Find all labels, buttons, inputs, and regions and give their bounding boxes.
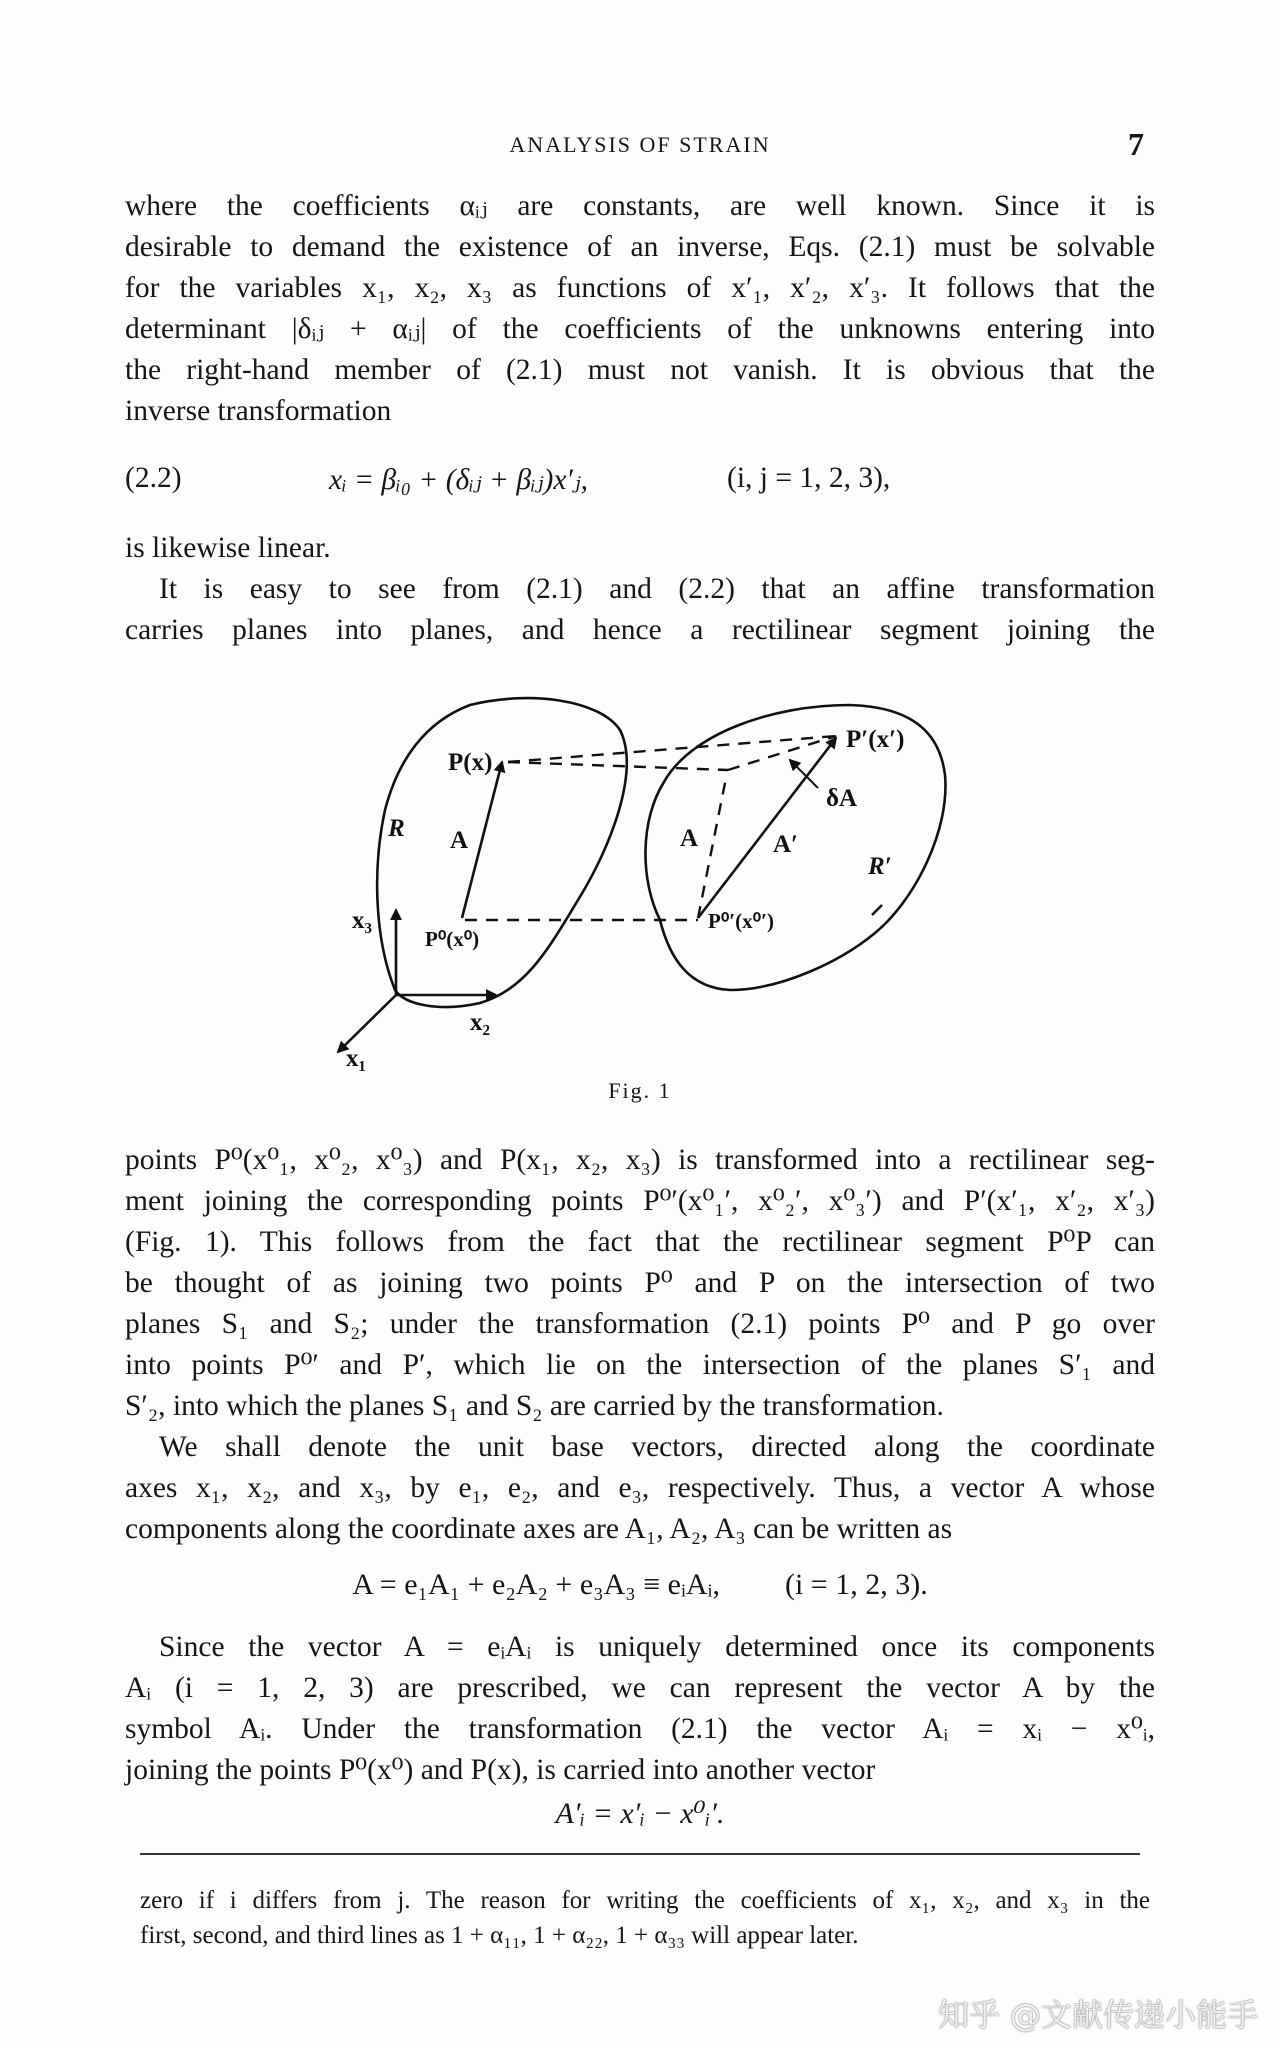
running-header: ANALYSIS OF STRAIN — [509, 132, 771, 157]
dash-P-to-tip-A — [508, 762, 728, 770]
text-line: symbol Aᵢ. Under the transformation (2.1) the vector Aᵢ = xᵢ − x⁰ᵢ, — [125, 1713, 1155, 1745]
page-number: 7 — [1128, 126, 1144, 162]
region-R-outline — [377, 698, 627, 1007]
equation-number: (2.2) — [125, 462, 182, 494]
text-line: ment joining the corresponding points P⁰′(x⁰₁′, x⁰₂′, x⁰₃′) and P′(x′₁, x′₂, x′₃) — [125, 1185, 1155, 1217]
text-line: carries planes into planes, and hence a rectilinear segment joining the — [125, 614, 1155, 646]
text-line: Since the vector A = eᵢAᵢ is uniquely determined once its components — [159, 1631, 1155, 1663]
vector-delta-A — [790, 760, 818, 788]
label-x2: x₂ — [470, 1009, 490, 1036]
footnote-line: first, second, and third lines as 1 + α₁₁, 1 + α₂₂, 1 + α₃₃ will appear later. — [140, 1922, 859, 1949]
text-line: S′₂, into which the planes S₁ and S₂ are carried by the transformation. — [125, 1390, 944, 1422]
text-line: joining the points P⁰(x⁰) and P(x), is carried into another vector — [125, 1754, 876, 1786]
figure-caption: Fig. 1 — [608, 1078, 672, 1103]
label-A: A — [450, 827, 469, 854]
text-line: is likewise linear. — [125, 532, 331, 564]
equation-body: xᵢ = βᵢ₀ + (δᵢⱼ + βᵢⱼ)x′ⱼ, — [329, 464, 589, 496]
paragraph-6 — [125, 1627, 1155, 1791]
text-line: the right-hand member of (2.1) must not vanish. It is obvious that the — [125, 354, 1155, 386]
text-line: (Fig. 1). This follows from the fact that the rectilinear segment P⁰P can — [125, 1226, 1155, 1258]
vector-A-prime — [698, 738, 836, 918]
label-A-copy: A — [680, 825, 699, 852]
text-line: into points P⁰′ and P′, which lie on the intersection of the planes S′₁ and — [125, 1349, 1155, 1381]
dash-P-to-Pprime — [508, 736, 836, 762]
text-line: points P⁰(x⁰₁, x⁰₂, x⁰₃) and P(x₁, x₂, x₃) is transformed into a rectilinear seg- — [125, 1144, 1155, 1176]
label-P0: P⁰(x⁰) — [425, 927, 480, 951]
text-line: It is easy to see from (2.1) and (2.2) that an affine transformation — [159, 573, 1155, 605]
label-P-prime: P′(x′) — [846, 726, 905, 753]
text-line: for the variables x₁, x₂, x₃ as functions of x′₁, x′₂, x′₃. It follows that the — [125, 272, 1155, 304]
text-line: planes S₁ and S₂; under the transformation (2.1) points P⁰ and P go over — [125, 1308, 1155, 1340]
text-line: where the coefficients αᵢⱼ are constants, are well known. Since it is — [125, 190, 1155, 222]
label-R-prime: R′ — [868, 853, 892, 880]
label-P: P(x) — [448, 749, 493, 776]
text-line: components along the coordinate axes are A₁, A₂, A₃ can be written as — [125, 1513, 953, 1545]
watermark: 知乎 @文献传递小能手 — [938, 1998, 1258, 2034]
text-line: determinant |δᵢⱼ + αᵢⱼ| of the coefficients of the unknowns entering into — [125, 313, 1155, 345]
label-A-prime: A′ — [773, 831, 799, 858]
text-line: axes x₁, x₂, and x₃, by e₁, e₂, and e₃, respectively. Thus, a vector A whose — [125, 1472, 1155, 1504]
equation-condition: (i, j = 1, 2, 3), — [727, 462, 891, 494]
text-line: desirable to demand the existence of an inverse, Eqs. (2.1) must be solvable — [125, 231, 1155, 263]
label-delta-A: δA — [826, 785, 858, 812]
dash-vector-A-copy — [698, 778, 726, 918]
equation-condition: (i = 1, 2, 3). — [784, 1568, 928, 1601]
equation-A-prime: A′ᵢ = x′ᵢ − x⁰ᵢ′. — [555, 1797, 725, 1830]
text-line: We shall denote the unit base vectors, directed along the coordinate — [159, 1431, 1155, 1463]
footnote-line: zero if i differs from j. The reason for writing the coefficients of x₁, x₂, and x₃ in the — [140, 1887, 1150, 1914]
text-line: be thought of as joining two points P⁰ and P on the intersection of two — [125, 1267, 1155, 1299]
equation-body: A = e₁A₁ + e₂A₂ + e₃A₃ ≡ eᵢAᵢ, — [352, 1568, 720, 1601]
region-R-prime-tick — [872, 905, 882, 915]
text-line: Aᵢ (i = 1, 2, 3) are prescribed, we can represent the vector A by the — [125, 1672, 1155, 1704]
footnote-rule — [140, 1853, 1140, 1855]
x1-axis — [338, 995, 396, 1052]
equation-vector-A — [125, 1568, 1155, 1602]
footnote — [140, 1883, 1150, 1953]
label-R: R — [388, 815, 405, 842]
paragraph-5 — [125, 1427, 1155, 1550]
paragraph-4 — [125, 1140, 1155, 1427]
label-P0-prime: P⁰′(x⁰′) — [708, 909, 774, 933]
label-x3: x₃ — [352, 907, 372, 934]
text-line: inverse transformation — [125, 395, 392, 427]
label-x1: x₁ — [346, 1045, 366, 1072]
